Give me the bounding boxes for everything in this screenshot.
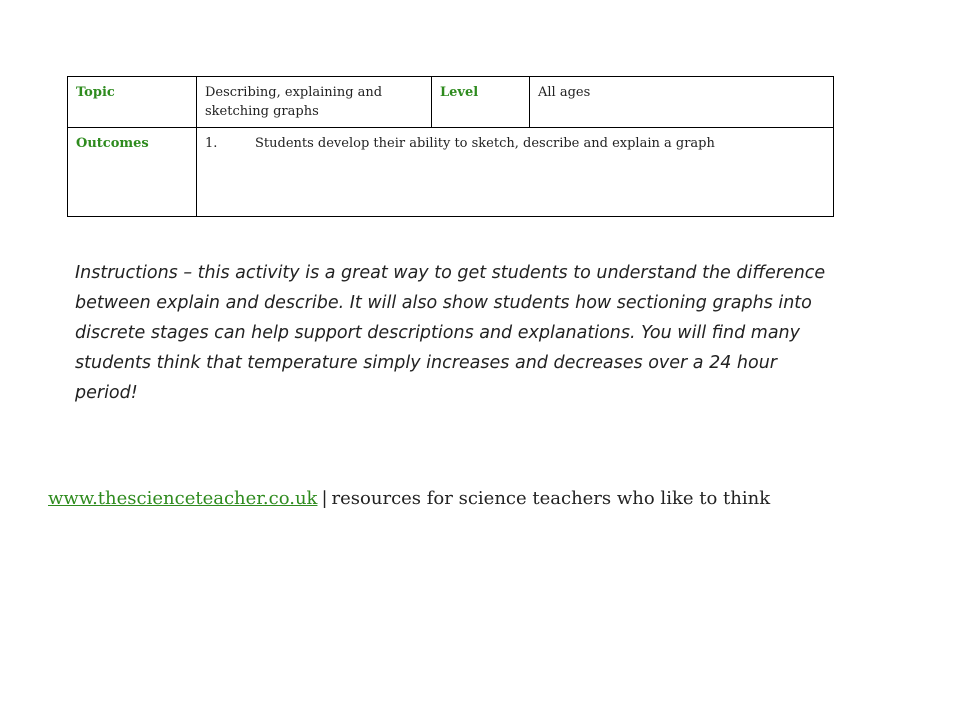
level-label-cell [432, 77, 530, 128]
outcomes-row [68, 128, 834, 217]
footer-separator: | [321, 488, 328, 509]
topic-label: Topic [76, 85, 115, 100]
footer [48, 486, 770, 512]
outcome-text: Students develop their ability to sketch, describe and explain a graph [255, 136, 715, 151]
website-link[interactable]: www.thescienceteacher.co.uk [48, 488, 318, 509]
level-value-cell [530, 77, 834, 128]
lesson-info-table [67, 76, 834, 217]
footer-tagline: resources for science teachers who like to think [331, 488, 771, 509]
instructions-paragraph: Instructions – this activity is a great way to get students to understand the difference between explain and describe. It will also show students how sectioning graphs into discrete stages can help support descriptions and explanations. You will find many students think that temperature simply increases and decreases over a 24 hour period! [75, 263, 826, 403]
outcome-number: 1. [205, 136, 218, 151]
outcomes-value-cell [197, 128, 834, 217]
topic-value: Describing, explaining and sketching graphs [205, 85, 383, 119]
topic-value-cell [197, 77, 432, 128]
topic-row [68, 77, 834, 128]
topic-label-cell [68, 77, 197, 128]
outcomes-label-cell [68, 128, 197, 217]
outcomes-label: Outcomes [76, 136, 149, 151]
level-value: All ages [538, 85, 591, 100]
outcome-item [205, 134, 825, 153]
level-label: Level [440, 85, 479, 100]
